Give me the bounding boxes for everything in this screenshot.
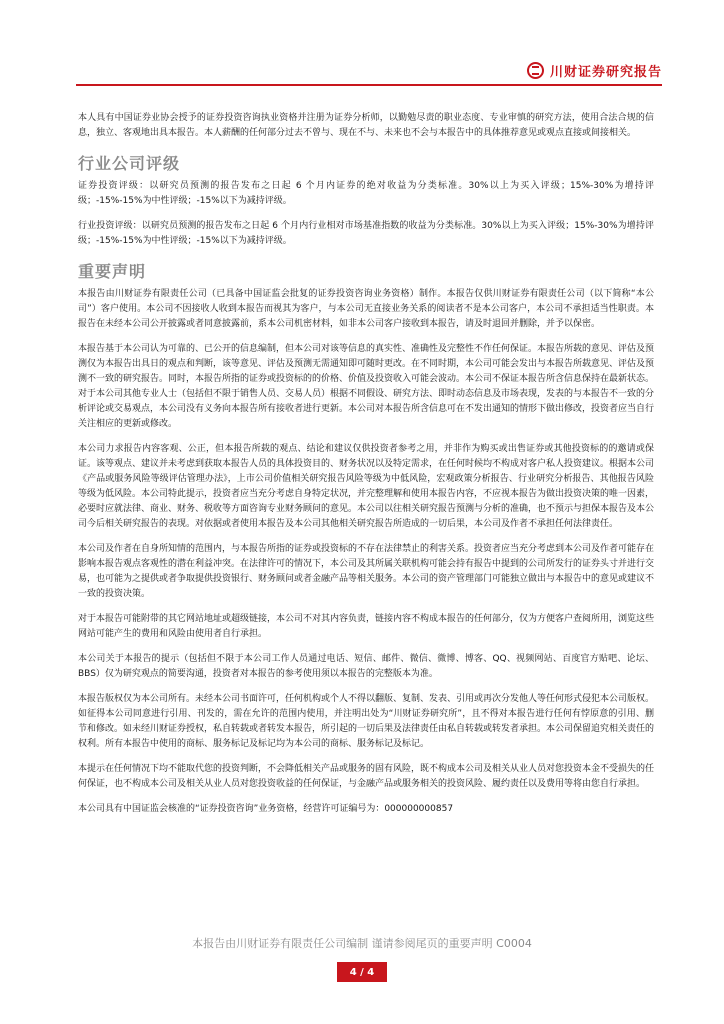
disclaimer-section-title: 重要声明 [78,262,147,281]
brand-name: 川财证券研究报告 [549,65,662,80]
disclaimer-paragraph: 本提示在任何情况下均不能取代您的投资判断，不会降低相关产品或服务的固有风险，既不构成本公司及相关从业人员对您投资本金不受损失的任何保证，也不构成本公司及相关从业人员对您投资收益的任何保证，与金融产品或服务相关的投资风险、履约责任以及费用等将由您自行承担。 [78,764,655,789]
disclaimer-paragraph: 对于本报告可能附带的其它网站地址或超级链接，本公司不对其内容负责，链接内容不构成本报告的任何部分，仅为方便客户查阅所用，浏览这些网站可能产生的费用和风险由使用者自行承担。 [78,614,655,639]
page-number: 4 / 4 [337,962,387,982]
brand-logo-icon [527,62,544,79]
license-statement: 本公司具有中国证监会核准的“证券投资咨询”业务资格，经营许可证编号为：000000000857 [78,804,454,814]
rating-section-title: 行业公司评级 [78,154,181,173]
stock-rating-definition: 证券投资评级：以研究员预测的报告发布之日起 6 个月内证券的绝对收益为分类标准。30%以上为买入评级；15%-30%为增持评级；-15%-15%为中性评级；-15%以下为减持评级。 [78,181,654,206]
disclaimer-paragraph: 本报告基于本公司认为可靠的、已公开的信息编制，但本公司对该等信息的真实性、准确性及完整性不作任何保证。本报告所载的意见、评估及预测仅为本报告出具日的观点和判断，该等意见、评估及预测无需通知即可随时更改。在不同时期，本公司可能会发出与本报告所载意见、评估及预测不一致的研究报告。同时，本报告所指的证券或投资标的的价格、价值及投资收入可能会波动。本公司不保证本报告所含信息保持在最新状态。对于本公司其他专业人士（包括但不限于销售人员、交易人员）根据不同假设、研究方法、即时动态信息及市场表现，发表的与本报告不一致的分析评论或交易观点，本公司没有义务向本报告所有接收者进行更新。本公司对本报告所含信息可在不发出通知的情形下做出修改，投资者应当自行关注相应的更新或修改。 [78,344,655,429]
analyst-certification: 本人具有中国证券业协会授予的证券投资咨询执业资格并注册为证券分析师，以勤勉尽责的职业态度、专业审慎的研究方法，使用合法合规的信息，独立、客观地出具本报告。本人薪酬的任何部分过去不曾与、现在不与、未来也不会与本报告中的具体推荐意见或观点直接或间接相关。 [78,113,654,138]
disclaimer-paragraph: 本公司力求报告内容客观、公正，但本报告所载的观点、结论和建议仅供投资者参考之用，并非作为购买或出售证券或其他投资标的的邀请或保证。该等观点、建议并未考虑到获取本报告人员的具体投资目的、财务状况以及特定需求，在任何时候均不构成对客户私人投资建议。根据本公司《产品或服务风险等级评估管理办法》，上市公司价值相关研究报告风险等级为中低风险，宏观政策分析报告、行业研究分析报告、其他报告风险等级为低风险。本公司特此提示，投资者应当充分考虑自身特定状况，并完整理解和使用本报告内容，不应视本报告为做出投资决策的唯一因素，必要时应就法律、商业、财务、税收等方面咨询专业财务顾问的意见。本公司以往相关研究报告预测与分析的准确，也不预示与担保本报告及本公司今后相关研究报告的表现。对依据或者使用本报告及本公司其他相关研究报告所造成的一切后果，本公司及作者不承担任何法律责任。 [78,444,655,529]
industry-rating-definition: 行业投资评级：以研究员预测的报告发布之日起 6 个月内行业相对市场基准指数的收益为分类标准。30%以上为买入评级；15%-30%为增持评级；-15%-15%为中性评级；-15%以下为减持评级。 [78,221,654,246]
disclaimer-paragraph: 本报告版权仅为本公司所有。未经本公司书面许可，任何机构或个人不得以翻版、复制、发表、引用或再次分发他人等任何形式侵犯本公司版权。如征得本公司同意进行引用、刊发的，需在允许的范围内使用，并注明出处为“川财证券研究所”，且不得对本报告进行任何有悖原意的引用、删节和修改。如未经川财证券授权，私自转载或者转发本报告，所引起的一切后果及法律责任由私自转载或转发者承担。本公司保留追究相关责任的权利。所有本报告中使用的商标、服务标记及标记均为本公司的商标、服务标记及标记。 [78,694,655,749]
header-divider [76,84,662,86]
disclaimer-paragraph: 本报告由川财证券有限责任公司（已具备中国证监会批复的证券投资咨询业务资格）制作。本报告仅供川财证券有限责任公司（以下简称“本公司”）客户使用。本公司不因接收人收到本报告而视其为客户，与本公司无直接业务关系的阅读者不是本公司客户，本公司不承担适当性职责。本报告在未经本公司公开披露或者同意披露前，系本公司机密材料，如非本公司客户接收到本报告，请及时退回并删除，并予以保密。 [78,289,654,329]
disclaimer-paragraph: 本公司及作者在自身所知情的范围内，与本报告所指的证券或投资标的不存在法律禁止的利害关系。投资者应当充分考虑到本公司及作者可能存在影响本报告观点客观性的潜在利益冲突。在法律许可的情况下，本公司及其所属关联机构可能会持有报告中提到的公司所发行的证券头寸并进行交易，也可能为之提供或者争取提供投资银行、财务顾问或者金融产品等相关服务。本公司的资产管理部门可能独立做出与本报告中的意见或建议不一致的投资决策。 [78,544,655,599]
page-header [0,0,724,100]
brand [527,61,662,80]
disclaimer-paragraph: 本公司关于本报告的提示（包括但不限于本公司工作人员通过电话、短信、邮件、微信、微博、博客、QQ、视频网站、百度官方贴吧、论坛、BBS）仅为研究观点的简要沟通，投资者对本报告的参考使用须以本报告的完整版本为准。 [78,654,654,679]
document-body [78,111,654,827]
footer-note: 本报告由川财证券有限责任公司编制 谨请参阅尾页的重要声明 C0004 [192,937,532,950]
